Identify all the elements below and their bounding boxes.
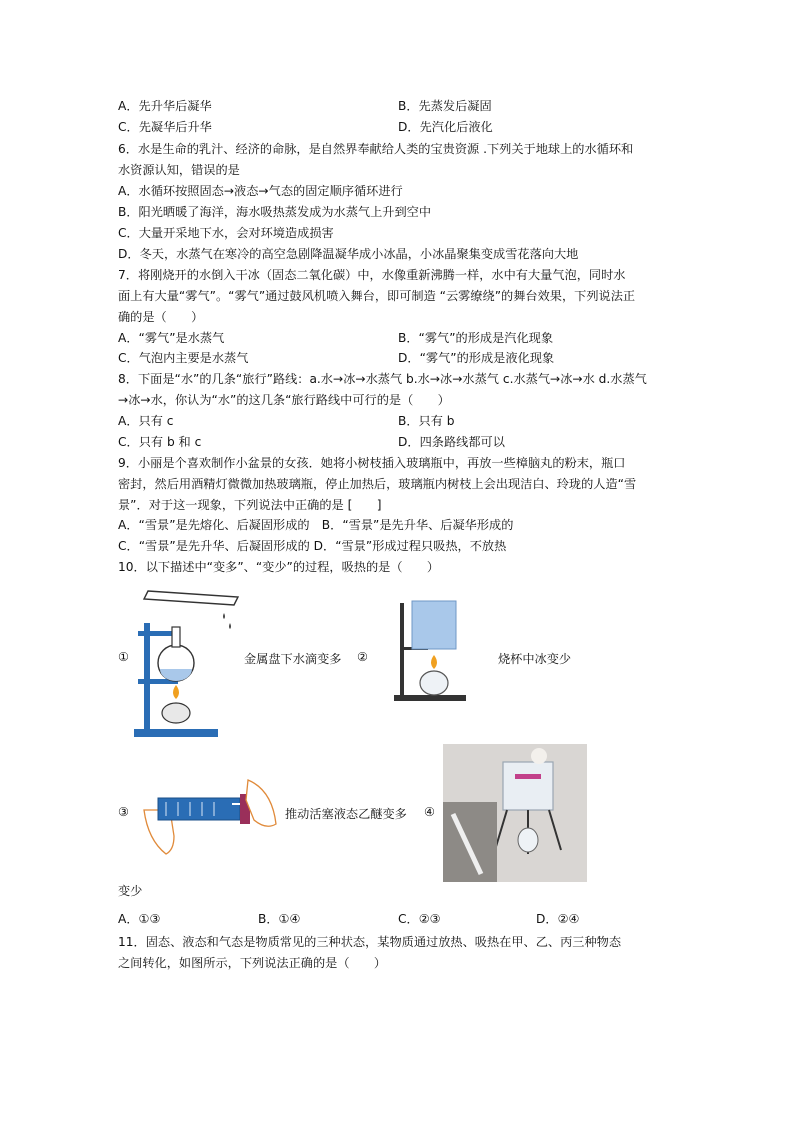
line-text-col2: D．四条路线都可以 <box>398 435 505 449</box>
q10-option: C．②③ <box>398 912 441 926</box>
line-text: 11．固态、液态和气态是物质常见的三种状态，某物质通过放热、吸热在甲、乙、丙三种物态 <box>118 935 622 949</box>
line-text: B．阳光晒暖了海洋，海水吸热蒸发成为水蒸气上升到空中 <box>118 205 432 219</box>
text-line <box>118 286 635 306</box>
line-text: 8．下面是“水”的几条“旅行”路线：a.水→冰→水蒸气 b.水→冰→水蒸气 c.水蒸气→冰→水 d.水蒸气 <box>118 372 647 386</box>
figure-1-number: ① <box>118 650 129 664</box>
figure-2-beaker-ice <box>392 595 470 705</box>
text-line <box>118 495 381 515</box>
line-text: 变少 <box>118 884 143 898</box>
line-text: 7．将刚烧开的水倒入干冰（固态二氧化碳）中，水像重新沸腾一样，水中有大量气泡，同时水 <box>118 268 626 282</box>
q10-option: A．①③ <box>118 912 161 926</box>
text-line <box>118 932 621 952</box>
text-line <box>118 453 625 473</box>
text-line <box>118 515 513 535</box>
line-text: 水资源认知，错误的是 <box>118 163 240 177</box>
line-text: D．冬天，水蒸气在寒冷的高空急剧降温凝华成小冰晶，小冰晶聚集变成雪花落向大地 <box>118 247 579 261</box>
line-text-col2: B．只有 b <box>398 414 455 428</box>
line-text: 面上有大量“雾气”。“雾气”通过鼓风机喷入舞台，即可制造 “云雾缭绕”的舞台效果，下列说法正 <box>118 289 636 303</box>
figure-4-iodine-tube-photo <box>443 744 587 882</box>
text-line <box>118 202 431 222</box>
text-line <box>118 881 142 901</box>
figure-2-number: ② <box>357 650 368 664</box>
line-text: C．气泡内主要是水蒸气 <box>118 351 249 365</box>
line-text: →冰→水，你认为“水”的这几条“旅行路线中可行的是（ ） <box>118 393 450 407</box>
line-text: 9．小丽是个喜欢制作小盆景的女孩．她将小树枝插入玻璃瓶中，再放一些樟脑丸的粉末，瓶口 <box>118 456 626 470</box>
text-line <box>118 557 439 577</box>
line-text: C．大量开采地下水，会对环境造成损害 <box>118 226 334 240</box>
line-text: 确的是（ ） <box>118 310 204 324</box>
text-line <box>118 181 403 201</box>
line-text: 密封，然后用酒精灯微微加热玻璃瓶，停止加热后，玻璃瓶内树枝上会出现洁白、玲珑的人造“雪 <box>118 477 637 491</box>
q10-option: B．①④ <box>258 912 301 926</box>
line-text: C．只有 b 和 c <box>118 435 202 449</box>
figure-1-iron-stand-flask <box>130 583 242 739</box>
text-line <box>118 244 578 264</box>
line-text-col2: B．先蒸发后凝固 <box>398 99 492 113</box>
figure-3-number: ③ <box>118 805 129 819</box>
text-line <box>118 411 455 431</box>
line-text: A．水循环按照固态→液态→气态的固定顺序循环进行 <box>118 184 403 198</box>
line-text: A．“雪景”是先熔化、后凝固形成的 B．“雪景”是先升华、后凝华形成的 <box>118 518 514 532</box>
text-line <box>118 139 633 159</box>
figure-1-caption: 金属盘下水滴变多 <box>244 652 342 666</box>
line-text: 之间转化，如图所示，下列说法正确的是（ ） <box>118 956 387 970</box>
text-line <box>118 117 493 137</box>
text-line <box>118 160 240 180</box>
line-text: C．先凝华后升华 <box>118 120 212 134</box>
line-text: 景”．对于这一现象，下列说法中正确的是 [ ] <box>118 498 382 512</box>
text-line <box>118 390 450 410</box>
line-text: A．只有 c <box>118 414 174 428</box>
text-line <box>118 223 334 243</box>
text-line <box>118 953 386 973</box>
text-line <box>118 307 203 327</box>
text-line <box>118 265 625 285</box>
line-text: A．先升华后凝华 <box>118 99 212 113</box>
line-text: A．“雾气”是水蒸气 <box>118 331 225 345</box>
text-line <box>118 474 636 494</box>
figure-3-caption: 推动活塞液态乙醚变多 <box>285 807 407 821</box>
figure-2-caption: 烧杯中冰变少 <box>498 652 572 666</box>
text-line <box>118 369 647 389</box>
line-text-col2: B．“雾气”的形成是汽化现象 <box>398 331 554 345</box>
line-text: 6．水是生命的乳汁、经济的命脉，是自然界奉献给人类的宝贵资源 .下列关于地球上的水循环和 <box>118 142 634 156</box>
figure-4-number: ④ <box>424 805 435 819</box>
q10-option: D．②④ <box>536 912 580 926</box>
text-line <box>118 536 506 556</box>
figure-3-syringe-hands <box>138 770 278 862</box>
text-line <box>118 432 505 452</box>
line-text-col2: D．先汽化后液化 <box>398 120 493 134</box>
line-text: C．“雪景”是先升华、后凝固形成的 D．“雪景”形成过程只吸热，不放热 <box>118 539 507 553</box>
text-line <box>118 328 554 348</box>
text-line <box>118 348 555 368</box>
text-line <box>118 96 492 116</box>
line-text: 10．以下描述中“变多”、“变少”的过程，吸热的是（ ） <box>118 560 440 574</box>
line-text-col2: D．“雾气”的形成是液化现象 <box>398 351 555 365</box>
